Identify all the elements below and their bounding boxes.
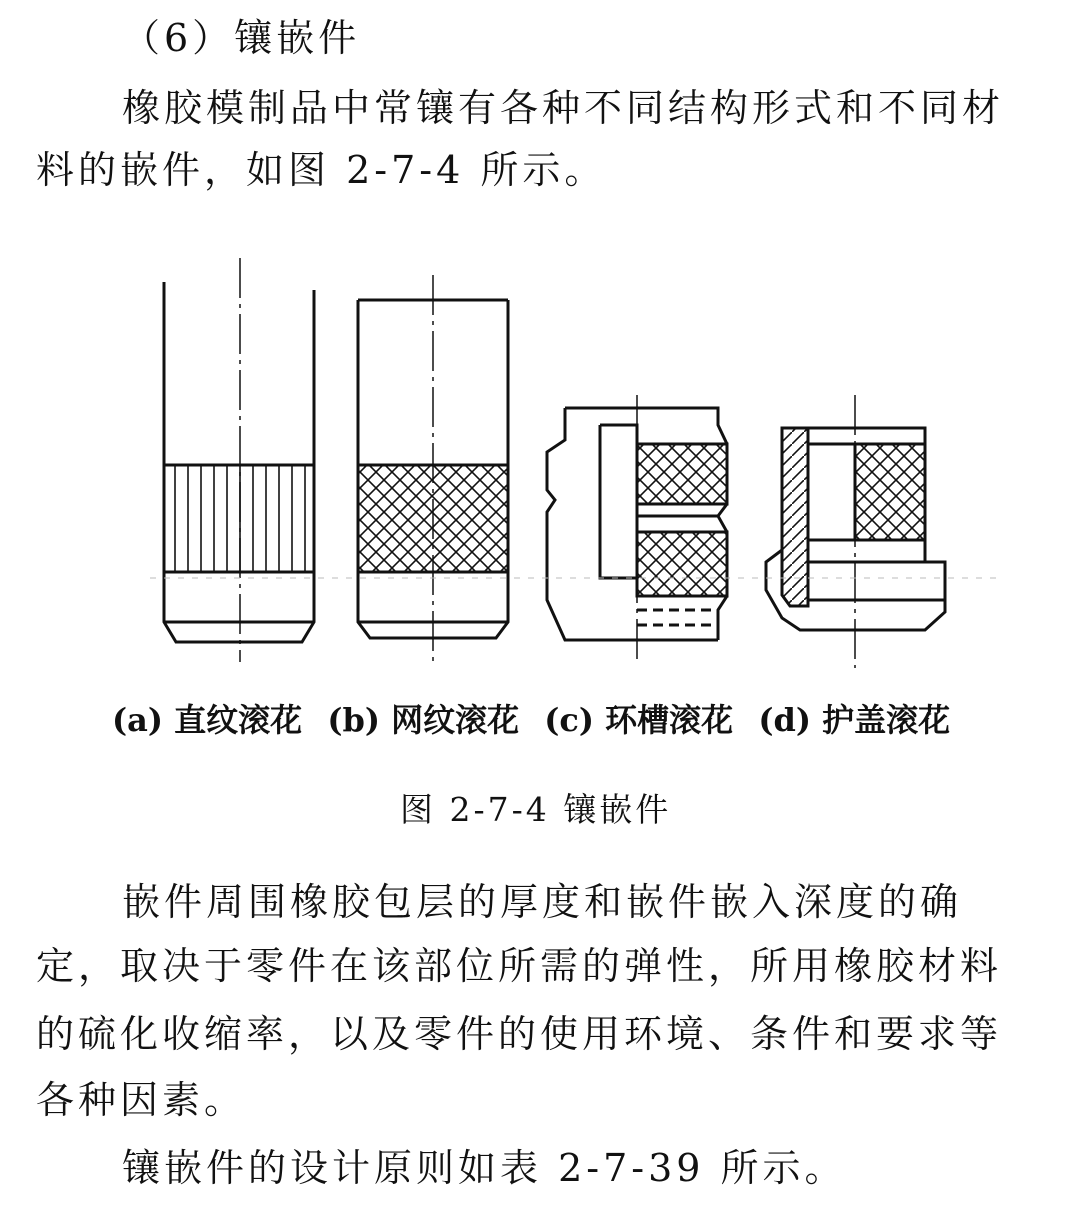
para1-line-2: 定，取决于零件在该部位所需的弹性，所用橡胶材料 <box>36 944 1003 988</box>
para1-line-1: 嵌件周围橡胶包层的厚度和嵌件嵌入深度的确 <box>122 880 963 924</box>
label-c: (c) 环槽滚花 <box>544 701 734 739</box>
para1-line-3: 的硫化收缩率，以及零件的使用环境、条件和要求等 <box>36 1012 1003 1056</box>
section-heading: （6）镶嵌件 <box>122 16 361 60</box>
label-b: (b) 网纹滚花 <box>327 701 520 739</box>
intro-line-1: 橡胶模制品中常镶有各种不同结构形式和不同材 <box>122 86 1005 130</box>
insert-a-straight-knurl <box>164 258 314 662</box>
insert-c-ring-groove-knurl <box>547 395 727 662</box>
figure-caption: 图 2-7-4 镶嵌件 <box>400 790 672 829</box>
inserts-figure <box>0 250 1092 690</box>
label-d: (d) 护盖滚花 <box>758 701 951 739</box>
label-a: (a) 直纹滚花 <box>112 701 303 739</box>
insert-b-mesh-knurl <box>358 275 508 662</box>
intro-line-2: 料的嵌件，如图 2-7-4 所示。 <box>36 148 607 192</box>
figure-sublabels <box>112 700 964 740</box>
insert-d-cap-knurl <box>766 395 945 668</box>
para1-line-4: 各种因素。 <box>36 1078 247 1122</box>
para2-line-1: 镶嵌件的设计原则如表 2-7-39 所示。 <box>122 1146 847 1190</box>
